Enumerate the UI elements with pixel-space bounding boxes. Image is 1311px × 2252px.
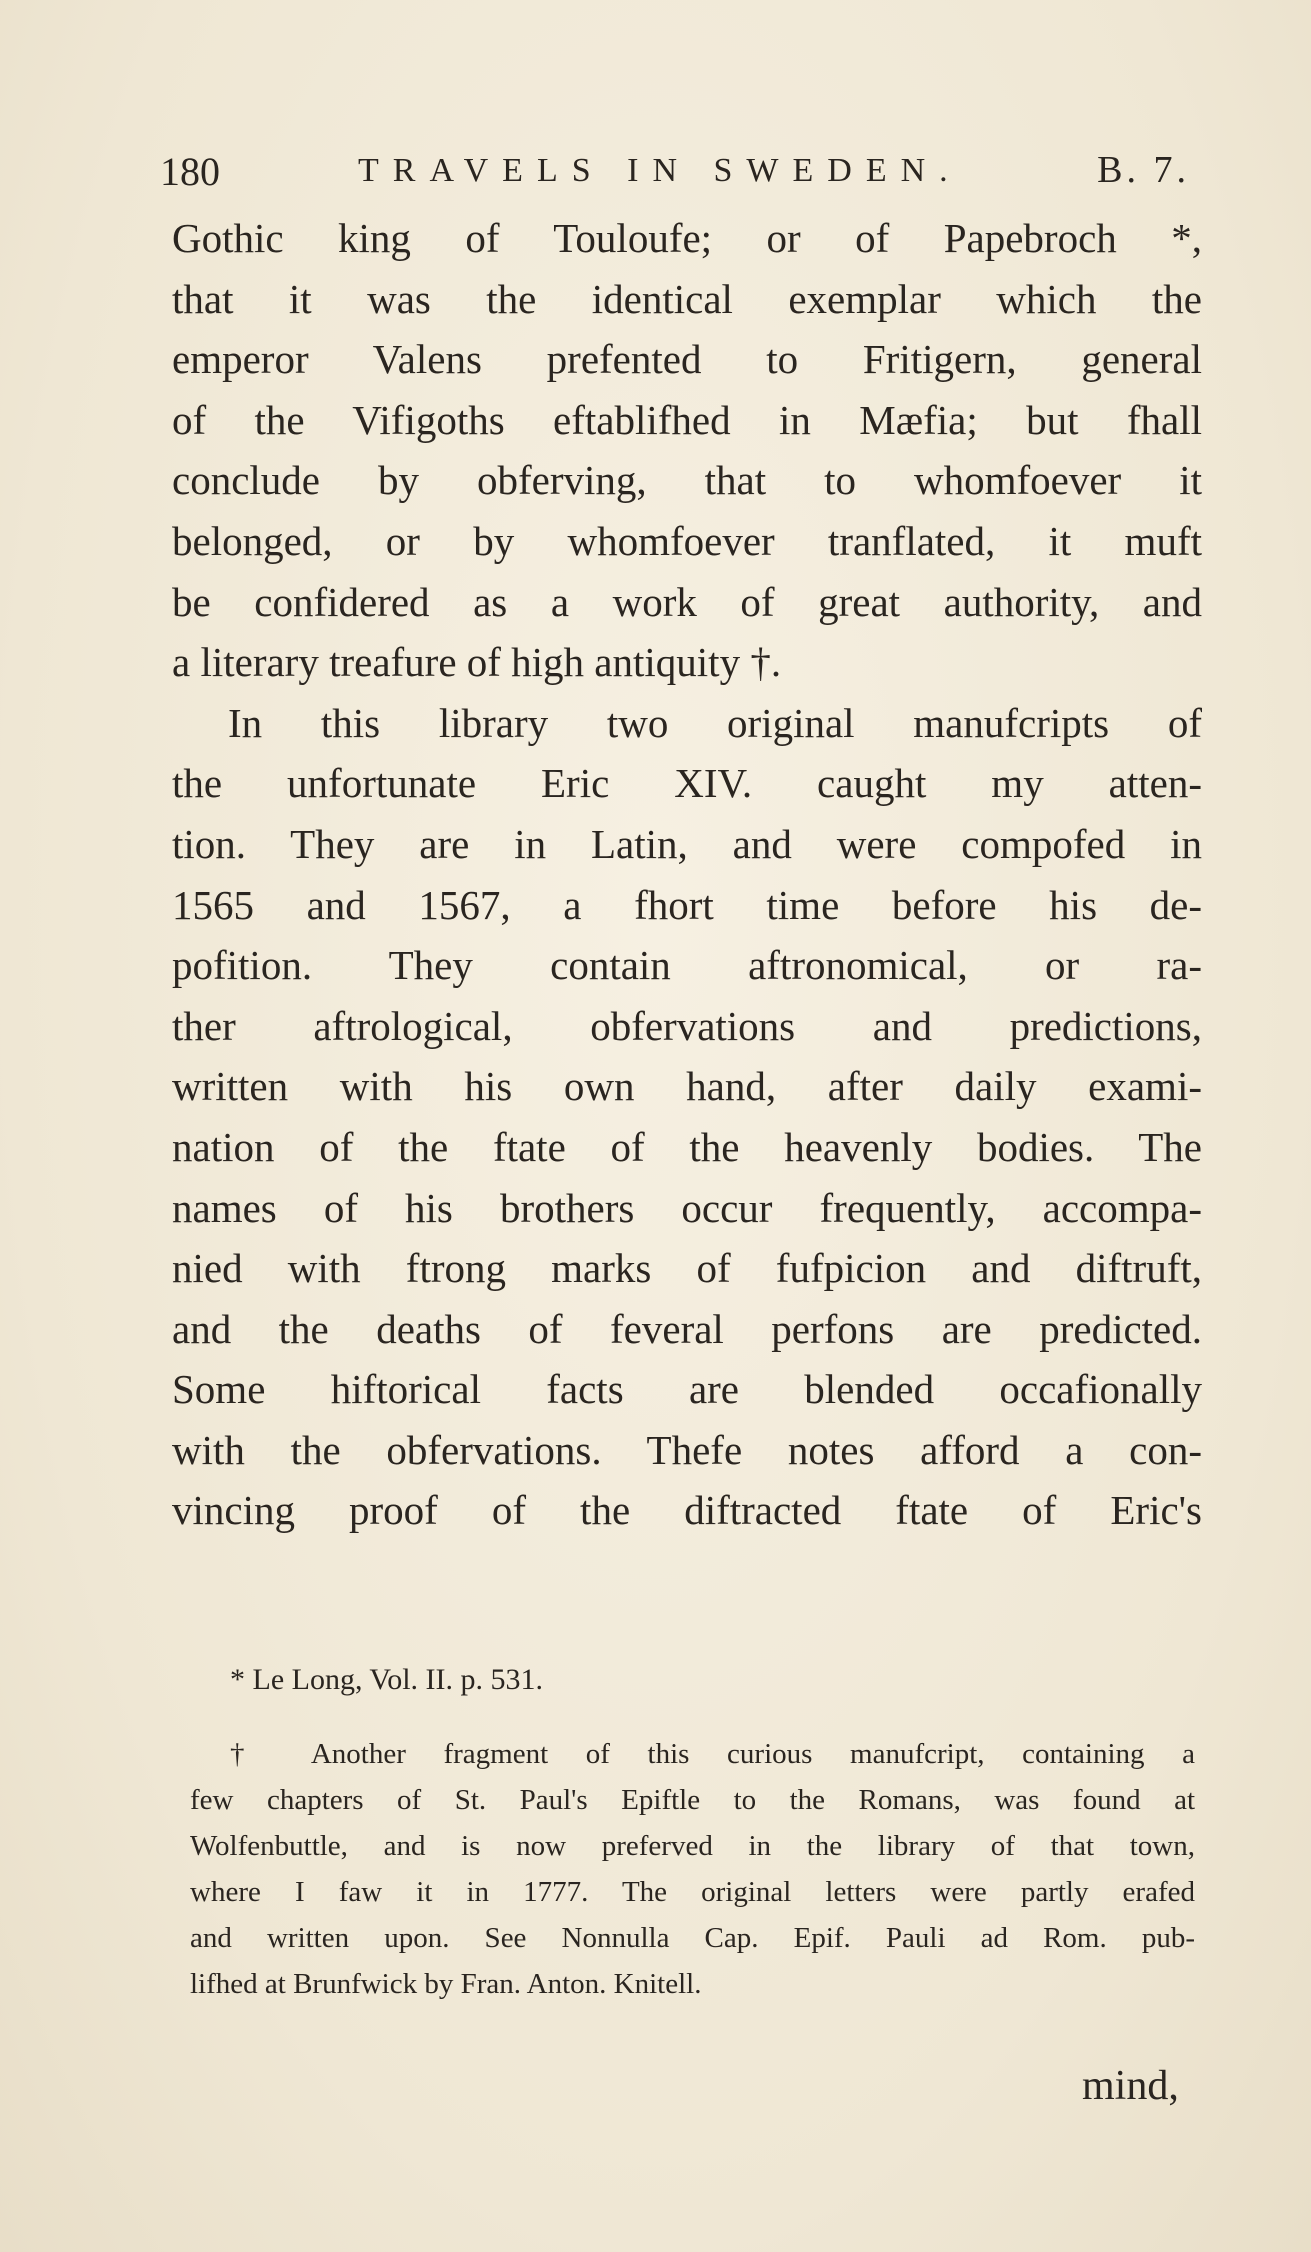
footnote-2-line: Wolfenbuttle, and is now preferved in the library of that town,: [190, 1830, 1195, 1862]
text-line: tion. They are in Latin, and were compofed in: [172, 820, 1202, 867]
text-line: that it was the identical exemplar which the: [172, 275, 1202, 322]
footnote-2-line: † Another fragment of this curious manufcript, containing a: [230, 1738, 1195, 1770]
text-line: names of his brothers occur frequently, accompa-: [172, 1184, 1202, 1231]
text-line: conclude by obferving, that to whomfoever it: [172, 457, 1202, 504]
text-line: belonged, or by whomfoever tranflated, it muft: [172, 517, 1202, 564]
footnote-1: * Le Long, Vol. II. p. 531.: [230, 1663, 544, 1696]
text-line: Some hiftorical facts are blended occafionally: [172, 1366, 1202, 1413]
footnotes: [190, 1655, 1195, 2007]
text-line: of the Vifigoths eftablifhed in Mæfia; but fhall: [172, 396, 1202, 443]
text-line: 1565 and 1567, a fhort time before his de-: [172, 881, 1202, 928]
text-line: Gothic king of Touloufe; or of Papebroch *,: [172, 215, 1202, 261]
footnote-2-line: few chapters of St. Paul's Epiftle to the Romans, was found at: [190, 1784, 1195, 1816]
running-title: TRAVELS IN SWEDEN.: [358, 152, 962, 189]
catchword: mind,: [1082, 2063, 1179, 2109]
main-text: [172, 208, 1202, 1541]
page-header: [160, 148, 1190, 198]
footnote-2-line: and written upon. See Nonnulla Cap. Epif. Pauli ad Rom. pub-: [190, 1922, 1195, 1954]
text-line: written with his own hand, after daily exami-: [172, 1063, 1202, 1110]
text-line: a literary treafure of high antiquity †.: [172, 639, 782, 686]
text-line: nied with ftrong marks of fufpicion and diftruft,: [172, 1245, 1202, 1292]
page-number: 180: [160, 149, 220, 194]
text-line: and the deaths of feveral perfons are predicted.: [172, 1305, 1202, 1352]
book-number: B. 7.: [1097, 149, 1190, 191]
text-line: pofition. They contain aftronomical, or ra-: [172, 942, 1202, 989]
text-line: be confidered as a work of great authority, and: [172, 578, 1202, 625]
text-line: vincing proof of the diftracted ftate of Eric's: [172, 1487, 1202, 1534]
text-line: ther aftrological, obfervations and predictions,: [172, 1002, 1202, 1049]
footnote-2-line: where I faw it in 1777. The original letters were partly erafed: [190, 1876, 1195, 1908]
text-line: with the obfervations. Thefe notes afford a con-: [172, 1426, 1202, 1473]
text-line: emperor Valens prefented to Fritigern, general: [172, 336, 1202, 383]
text-line: nation of the ftate of the heavenly bodies. The: [172, 1123, 1202, 1170]
footnote-2-line: lifhed at Brunfwick by Fran. Anton. Knitell.: [190, 1968, 702, 2000]
text-line: In this library two original manufcripts of: [228, 699, 1202, 746]
text-line: the unfortunate Eric XIV. caught my atten-: [172, 760, 1202, 807]
